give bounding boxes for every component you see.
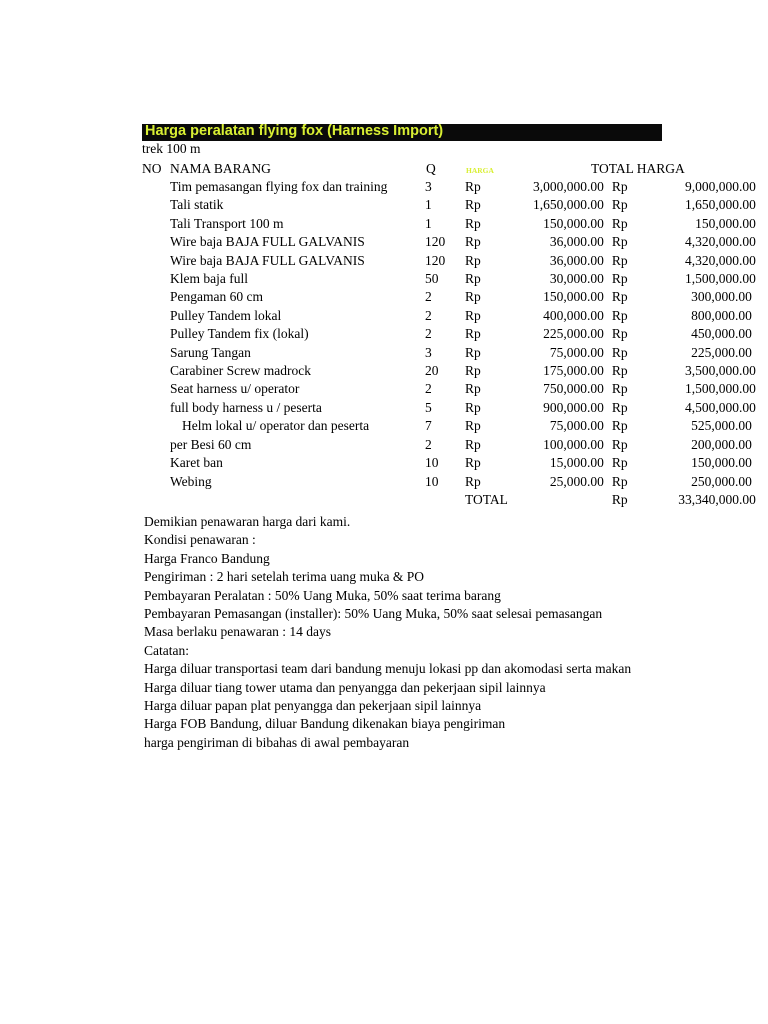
item-unit-price: 1,650,000.00 [533, 197, 604, 213]
items-table [142, 178, 756, 509]
item-quantity: 2 [425, 436, 432, 452]
item-quantity: 120 [425, 252, 446, 268]
item-quantity: 50 [425, 271, 439, 287]
item-quantity: 1 [425, 197, 432, 213]
item-unit-price: 30,000.00 [549, 271, 604, 287]
item-total-currency: Rp [611, 215, 628, 231]
item-currency: Rp [465, 381, 481, 397]
item-currency: Rp [465, 363, 481, 379]
item-currency: Rp [465, 399, 481, 415]
item-unit-price: 400,000.00 [543, 307, 604, 323]
total-spacer-price [508, 491, 604, 509]
table-row [142, 178, 756, 196]
table-row [142, 270, 756, 288]
item-total: 450,000.00 [691, 326, 752, 342]
note-line: Harga diluar transportasi team dari bandung menuju lokasi pp dan akomodasi serta makan [144, 661, 632, 677]
item-total-currency: Rp [611, 399, 628, 415]
table-row [142, 288, 756, 306]
header-nama-barang: NAMA BARANG [170, 161, 271, 176]
item-name: Tali Transport 100 m [170, 215, 284, 231]
item-unit-price: 3,000,000.00 [533, 179, 604, 194]
note-line: Harga diluar tiang tower utama dan penyangga dan pekerjaan sipil lainnya [144, 679, 546, 695]
item-currency: Rp [465, 436, 481, 452]
item-unit-price: 36,000.00 [549, 252, 604, 268]
item-quantity: 10 [425, 473, 439, 489]
item-name: Seat harness u/ operator [170, 381, 300, 397]
item-total-currency: Rp [611, 179, 628, 194]
item-total: 1,500,000.00 [685, 271, 756, 287]
total-currency: Rp [611, 491, 628, 507]
item-name: Pulley Tandem lokal [170, 307, 282, 323]
item-currency: Rp [465, 344, 481, 360]
table-row [142, 436, 756, 454]
header-no: NO [142, 161, 162, 176]
item-name: Wire baja BAJA FULL GALVANIS [170, 252, 365, 268]
item-currency: Rp [465, 234, 481, 250]
item-quantity: 120 [425, 234, 446, 250]
item-total: 800,000.00 [691, 307, 752, 323]
item-name: Karet ban [170, 455, 223, 471]
item-currency: Rp [465, 473, 481, 489]
item-quantity: 5 [425, 399, 432, 415]
table-row [142, 215, 756, 233]
notes-list [144, 513, 632, 750]
item-name: Webing [170, 473, 212, 489]
table-row [142, 454, 756, 472]
table-row [142, 325, 756, 343]
note-line: Pengiriman : 2 hari setelah terima uang muka & PO [144, 569, 425, 585]
item-currency: Rp [465, 289, 481, 305]
item-total-currency: Rp [611, 197, 628, 213]
item-total-currency: Rp [611, 436, 628, 452]
item-quantity: 2 [425, 307, 432, 323]
item-total-currency: Rp [611, 455, 628, 471]
table-row [142, 307, 756, 325]
item-total-currency: Rp [611, 289, 628, 305]
item-name: Tim pemasangan flying fox dan training [170, 179, 388, 194]
item-unit-price: 100,000.00 [543, 436, 604, 452]
header-total-harga: TOTAL HARGA [591, 161, 685, 176]
item-quantity: 2 [425, 289, 432, 305]
item-total-currency: Rp [611, 473, 628, 489]
item-unit-price: 750,000.00 [543, 381, 604, 397]
total-spacer [142, 491, 425, 509]
table-row [142, 399, 756, 417]
item-unit-price: 175,000.00 [543, 363, 604, 379]
item-unit-price: 36,000.00 [549, 234, 604, 250]
item-total: 300,000.00 [691, 289, 752, 305]
item-currency: Rp [465, 252, 481, 268]
item-currency: Rp [465, 179, 481, 194]
item-name: Helm lokal u/ operator dan peserta [182, 418, 370, 434]
item-total: 225,000.00 [691, 344, 752, 360]
item-currency: Rp [465, 418, 481, 434]
item-unit-price: 150,000.00 [543, 289, 604, 305]
item-total-currency: Rp [611, 234, 628, 250]
item-total-currency: Rp [611, 381, 628, 397]
title-bar [142, 124, 662, 141]
item-unit-price: 150,000.00 [543, 215, 604, 231]
table-row [142, 252, 756, 270]
note-line: Catatan: [144, 642, 189, 658]
table-row [142, 233, 756, 251]
item-name: Tali statik [170, 197, 224, 213]
item-total: 525,000.00 [691, 418, 752, 434]
table-row [142, 362, 756, 380]
item-unit-price: 225,000.00 [543, 326, 604, 342]
item-total: 3,500,000.00 [685, 363, 756, 379]
header-q: Q [426, 161, 436, 176]
item-unit-price: 25,000.00 [549, 473, 604, 489]
item-total: 150,000.00 [691, 455, 752, 471]
note-line: Harga FOB Bandung, diluar Bandung dikenakan biaya pengiriman [144, 716, 506, 732]
item-unit-price: 75,000.00 [549, 344, 604, 360]
document-title: Harga peralatan flying fox (Harness Import) [145, 123, 444, 139]
item-name: Pulley Tandem fix (lokal) [170, 326, 309, 342]
item-total-currency: Rp [611, 363, 628, 379]
item-currency: Rp [465, 215, 481, 231]
item-name: Carabiner Screw madrock [170, 363, 311, 379]
item-name: Pengaman 60 cm [170, 289, 263, 305]
item-total: 4,320,000.00 [685, 234, 756, 250]
item-name: Wire baja BAJA FULL GALVANIS [170, 234, 365, 250]
item-total: 1,650,000.00 [685, 197, 756, 213]
item-total-currency: Rp [611, 271, 628, 287]
item-name: full body harness u / peserta [170, 399, 322, 415]
item-quantity: 1 [425, 215, 432, 231]
item-total-currency: Rp [611, 326, 628, 342]
item-total: 1,500,000.00 [685, 381, 756, 397]
item-quantity: 10 [425, 455, 439, 471]
table-row [142, 473, 756, 491]
item-total-currency: Rp [611, 418, 628, 434]
item-unit-price: 75,000.00 [549, 418, 604, 434]
note-line: Harga diluar papan plat penyangga dan pekerjaan sipil lainnya [144, 697, 482, 713]
table-row [142, 380, 756, 398]
note-line: Pembayaran Peralatan : 50% Uang Muka, 50% saat terima barang [144, 587, 501, 603]
item-name: Sarung Tangan [170, 344, 251, 360]
item-total: 9,000,000.00 [685, 179, 756, 194]
total-row [142, 491, 756, 509]
item-total: 200,000.00 [691, 436, 752, 452]
total-value: 33,340,000.00 [678, 491, 756, 507]
item-total: 250,000.00 [691, 473, 752, 489]
item-currency: Rp [465, 326, 481, 342]
total-label: TOTAL [465, 491, 508, 507]
item-total: 4,320,000.00 [685, 252, 756, 268]
note-line: harga pengiriman di bibahas di awal pembayaran [144, 734, 410, 750]
item-name: Klem baja full [170, 271, 248, 287]
item-quantity: 7 [425, 418, 432, 434]
note-line: Masa berlaku penawaran : 14 days [144, 624, 332, 640]
item-total-currency: Rp [611, 252, 628, 268]
subtitle-trek: trek 100 m [142, 141, 201, 156]
item-quantity: 2 [425, 326, 432, 342]
item-quantity: 3 [425, 344, 432, 360]
item-currency: Rp [465, 455, 481, 471]
note-line: Pembayaran Pemasangan (installer): 50% Uang Muka, 50% saat selesai pemasangan [144, 605, 603, 621]
total-spacer-q [425, 491, 465, 509]
item-unit-price: 15,000.00 [549, 455, 604, 471]
item-currency: Rp [465, 197, 481, 213]
item-quantity: 20 [425, 363, 439, 379]
item-currency: Rp [465, 271, 481, 287]
notes-section [144, 513, 632, 750]
note-line: Kondisi penawaran : [144, 532, 256, 548]
item-total: 150,000.00 [695, 215, 756, 231]
table-row [142, 196, 756, 214]
item-unit-price: 900,000.00 [543, 399, 604, 415]
note-line: Harga Franco Bandung [144, 550, 270, 566]
table-row [142, 417, 756, 435]
note-line: Demikian penawaran harga dari kami. [144, 514, 351, 529]
items-table-body [142, 178, 756, 509]
table-row [142, 344, 756, 362]
item-currency: Rp [465, 307, 481, 323]
item-total-currency: Rp [611, 307, 628, 323]
item-quantity: 2 [425, 381, 432, 397]
item-total-currency: Rp [611, 344, 628, 360]
item-quantity: 3 [425, 179, 432, 194]
header-harga: HARGA [466, 166, 494, 175]
item-total: 4,500,000.00 [685, 399, 756, 415]
item-name: per Besi 60 cm [170, 436, 252, 452]
